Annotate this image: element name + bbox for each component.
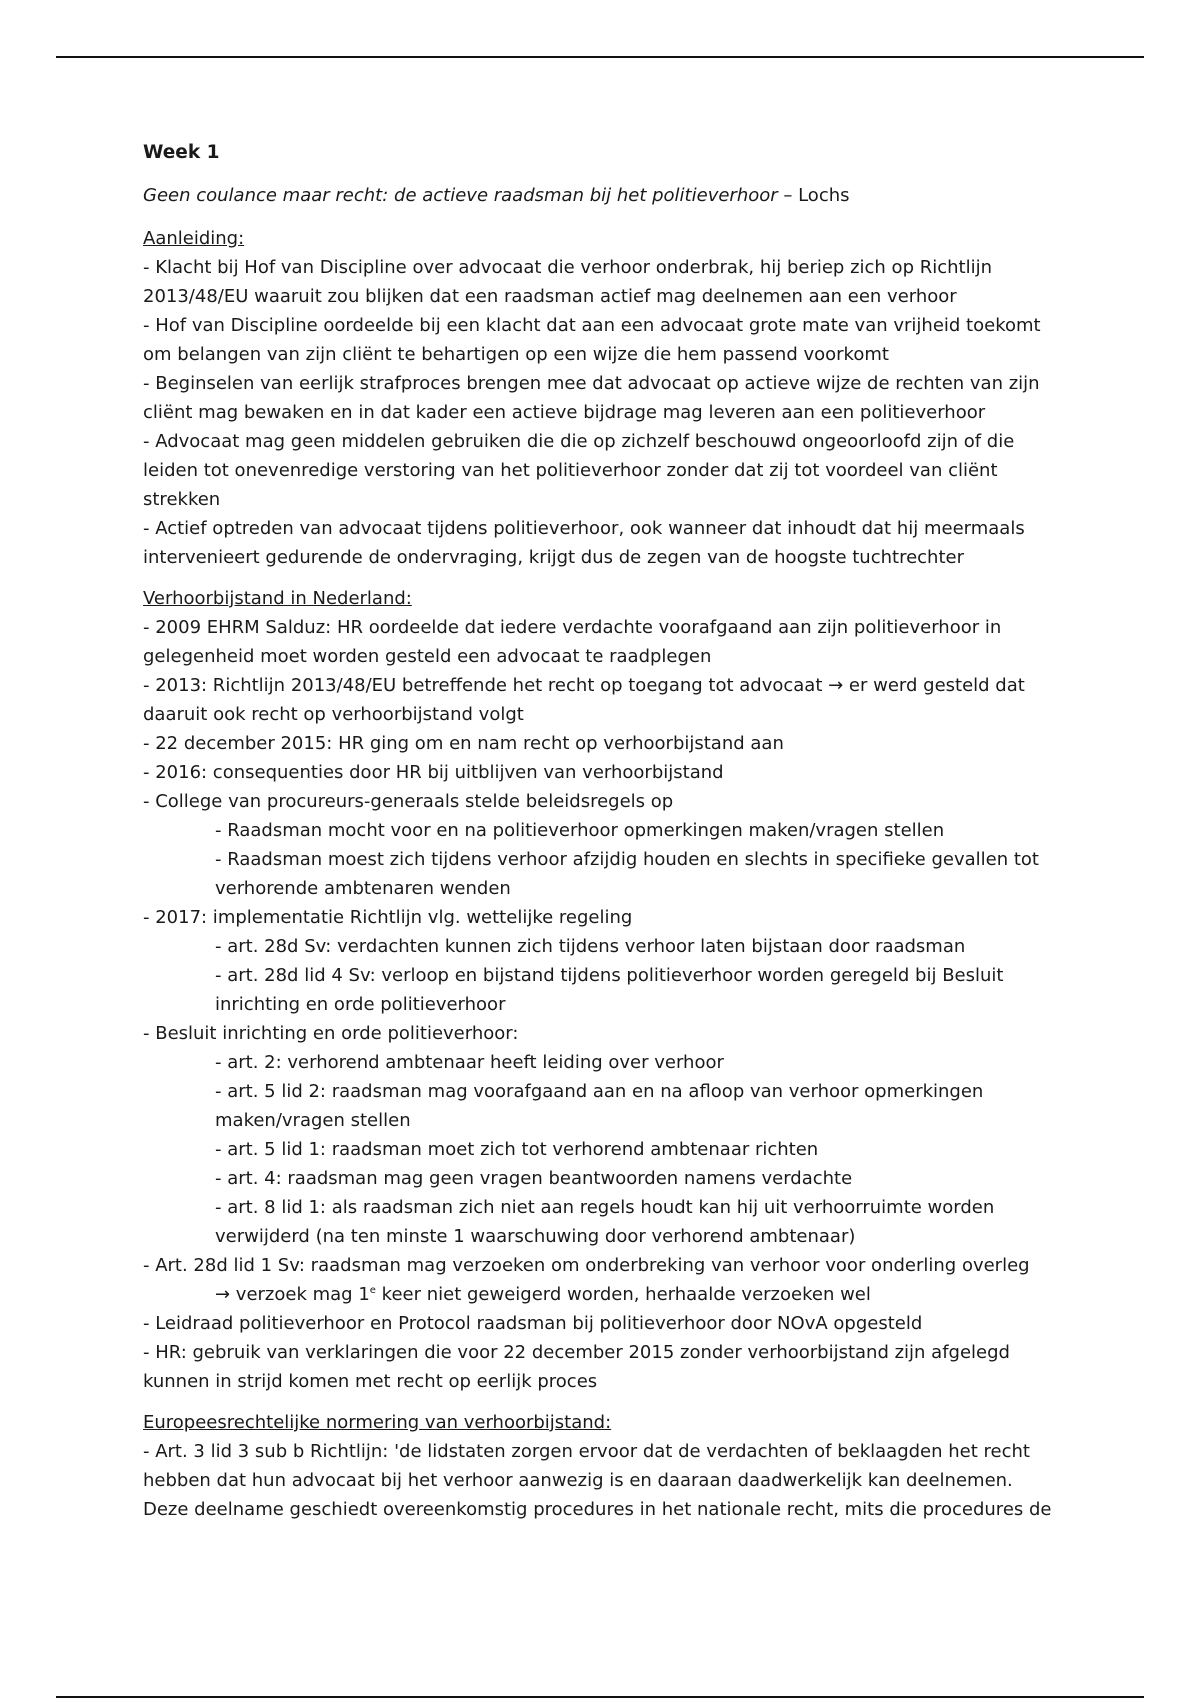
sub-list-item: - Raadsman moest zich tijdens verhoor afzijdig houden en slechts in specifieke gevallen tot verhorende ambtenaren wenden	[215, 849, 1039, 899]
superscript: e	[369, 1285, 376, 1296]
list-item: - 22 december 2015: HR ging om en nam recht op verhoorbijstand aan	[143, 733, 784, 754]
bottom-rule	[56, 1696, 1144, 1698]
sub-list-item: - art. 28d Sv: verdachten kunnen zich tijdens verhoor laten bijstaan door raadsman	[215, 936, 966, 957]
document-body	[143, 138, 1063, 1536]
section-heading: Verhoorbijstand in Nederland:	[143, 588, 412, 609]
list-item: - Klacht bij Hof van Discipline over advocaat die verhoor onderbrak, hij beriep zich op Richtlijn 2013/48/EU waaruit zou blijken dat een raadsman actief mag deelnemen aan een verhoor	[143, 257, 992, 307]
top-rule	[56, 56, 1144, 58]
sub-list-item: - art. 5 lid 2: raadsman mag voorafgaand aan en na afloop van verhoor opmerkingen maken/vragen stellen	[215, 1081, 984, 1131]
section-heading: Aanleiding:	[143, 228, 245, 249]
section-heading: Europeesrechtelijke normering van verhoorbijstand:	[143, 1412, 612, 1433]
sub-list-item: - art. 5 lid 1: raadsman moet zich tot verhorend ambtenaar richten	[215, 1139, 819, 1160]
sub-list-item	[143, 1280, 1063, 1309]
list-item: - 2009 EHRM Salduz: HR oordeelde dat iedere verdachte voorafgaand aan zijn politieverhoor in gelegenheid moet worden gesteld een advocaat te raadplegen	[143, 617, 1002, 667]
list-item: - Besluit inrichting en orde politieverhoor:	[143, 1023, 519, 1044]
list-item: - Art. 3 lid 3 sub b Richtlijn: 'de lidstaten zorgen ervoor dat de verdachten of beklaagden het recht hebben dat hun advocaat bij het verhoor aanwezig is en daaraan daadwerkelijk kan deelnemen. Deze deelname geschiedt overeenkomstig procedures in het nationale recht, mits die procedures de	[143, 1441, 1052, 1520]
list-item: - 2016: consequenties door HR bij uitblijven van verhoorbijstand	[143, 762, 724, 783]
sub-list-item: - art. 2: verhorend ambtenaar heeft leiding over verhoor	[215, 1052, 724, 1073]
list-item: - Advocaat mag geen middelen gebruiken die die op zichzelf beschouwd ongeoorloofd zijn of die leiden tot onevenredige verstoring van het politieverhoor zonder dat zij tot voordeel van cliënt strekken	[143, 431, 1015, 510]
list-item: - HR: gebruik van verklaringen die voor 22 december 2015 zonder verhoorbijstand zijn afgelegd kunnen in strijd komen met recht op eerlijk proces	[143, 1342, 1010, 1392]
section-aanleiding	[143, 224, 1063, 572]
list-item: - Beginselen van eerlijk strafproces brengen mee dat advocaat op actieve wijze de rechten van zijn cliënt mag bewaken en in dat kader een actieve bijdrage mag leveren aan een politieverhoor	[143, 373, 1040, 423]
list-item: - 2013: Richtlijn 2013/48/EU betreffende het recht op toegang tot advocaat → er werd gesteld dat daaruit ook recht op verhoorbijstand volgt	[143, 675, 1025, 725]
sub-list-text: keer niet geweigerd worden, herhaalde verzoeken wel	[375, 1284, 871, 1305]
list-item: - 2017: implementatie Richtlijn vlg. wettelijke regeling	[143, 907, 633, 928]
list-item: - College van procureurs-generaals stelde beleidsregels op	[143, 791, 674, 812]
sub-list-item: - art. 28d lid 4 Sv: verloop en bijstand tijdens politieverhoor worden geregeld bij Besluit inrichting en orde politieverhoor	[215, 965, 1004, 1015]
sub-list-item: - art. 4: raadsman mag geen vragen beantwoorden namens verdachte	[215, 1168, 853, 1189]
sub-list-item: - Raadsman mocht voor en na politieverhoor opmerkingen maken/vragen stellen	[215, 820, 945, 841]
article-author: – Lochs	[777, 185, 850, 206]
article-title-text: Geen coulance maar recht: de actieve raadsman bij het politieverhoor	[143, 185, 778, 206]
list-item: - Hof van Discipline oordeelde bij een klacht dat aan een advocaat grote mate van vrijheid toekomt om belangen van zijn cliënt te behartigen op een wijze die hem passend voorkomt	[143, 315, 1041, 365]
sub-list-text: → verzoek mag 1	[215, 1284, 370, 1305]
article-title	[143, 181, 1063, 210]
section-verhoorbijstand	[143, 584, 1063, 1396]
list-item: - Art. 28d lid 1 Sv: raadsman mag verzoeken om onderbreking van verhoor voor onderling overleg	[143, 1255, 1030, 1276]
list-item: - Actief optreden van advocaat tijdens politieverhoor, ook wanneer dat inhoudt dat hij meermaals intervenieert gedurende de ondervraging, krijgt dus de zegen van de hoogste tuchtrechter	[143, 518, 1025, 568]
week-heading: Week 1	[143, 142, 220, 163]
sub-list-item: - art. 8 lid 1: als raadsman zich niet aan regels houdt kan hij uit verhoorruimte worden verwijderd (na ten minste 1 waarschuwing door verhorend ambtenaar)	[215, 1197, 995, 1247]
section-europees	[143, 1408, 1063, 1524]
list-item: - Leidraad politieverhoor en Protocol raadsman bij politieverhoor door NOvA opgesteld	[143, 1313, 923, 1334]
